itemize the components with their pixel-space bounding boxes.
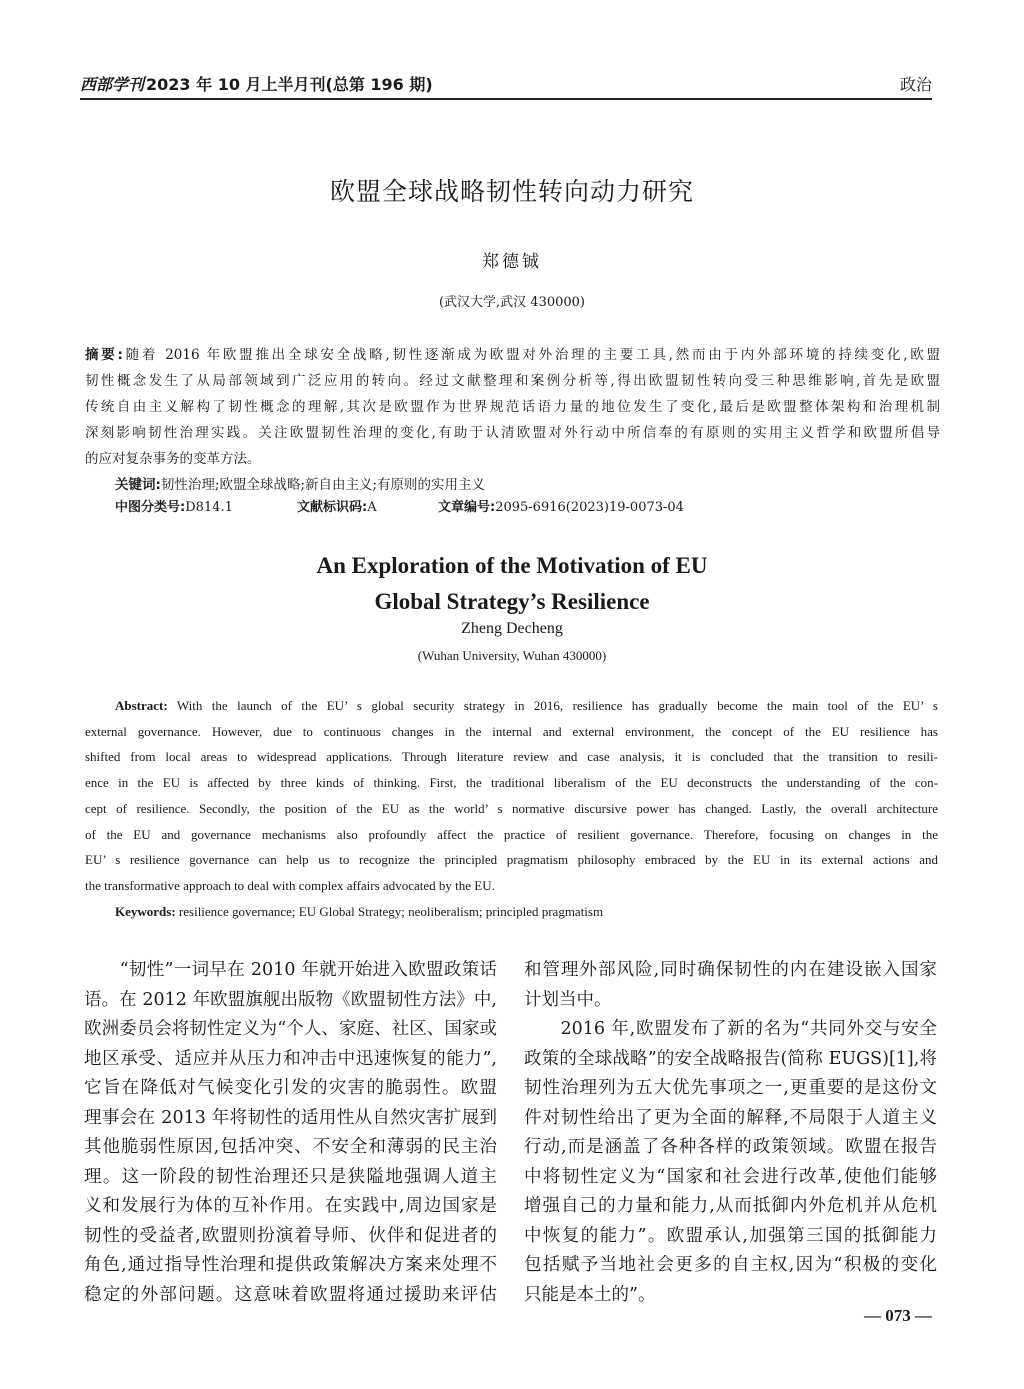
body-text-line: 义和发展行为体的互补作用。在实践中,周边国家是: [84, 1196, 497, 1216]
body-text-line: 包括赋予当地社会更多的自主权,因为“积极的变化: [524, 1255, 937, 1275]
keywords: [85, 472, 940, 498]
abstract-label: Abstract:: [115, 698, 168, 713]
abstract-line: 传统自由主义解构了韧性概念的理解,其次是欧盟作为世界规范话语力量的地位发生了变化,最后是欧盟整体架构和治理机制: [85, 399, 940, 415]
body-text-line: 政策的全球战略”的安全战略报告(简称 EUGS)[1],将: [524, 1048, 937, 1069]
keywords-text: resilience governance; EU Global Strategy; neoliberalism; principled pragmatism: [175, 903, 604, 919]
english-keywords: [85, 899, 938, 925]
abstract-line: the transformative approach to deal with complex affairs advocated by the EU.: [85, 877, 495, 893]
abstract-line: 韧性概念发生了从局部领域到广泛应用的转向。经过文献整理和案例分析等,得出欧盟韧性转向受三种思维影响,首先是欧盟: [85, 373, 940, 389]
body-text-line: 欧洲委员会将韧性定义为“个人、家庭、社区、国家或: [84, 1019, 497, 1039]
body-text-line: 中恢复的能力”。欧盟承认,加强第三国的抵御能力: [524, 1225, 937, 1246]
keywords-label: 关键词:: [115, 477, 161, 493]
clc-value: D814.1: [185, 500, 233, 515]
document-code: [297, 496, 377, 515]
journal-logo: 西部学刊: [80, 75, 145, 94]
english-affiliation: (Wuhan University, Wuhan 430000): [417, 648, 607, 663]
body-text-line: 地区承受、适应并从压力和冲击中迅速恢复的能力”,: [84, 1048, 497, 1069]
body-text-line: 它旨在降低对气候变化引发的灾害的脆弱性。欧盟: [84, 1078, 497, 1098]
body-text-line: 韧性的受益者,欧盟则扮演着导师、伙伴和促进者的: [84, 1225, 497, 1246]
body-text-line: 增强自己的力量和能力,从而抵御内外危机并从危机: [524, 1196, 937, 1216]
keywords-label: Keywords:: [115, 903, 176, 919]
body-text-line: 2016 年,欧盟发布了新的名为“共同外交与安全: [524, 1019, 937, 1039]
abstract-line: 深刻影响韧性治理实践。关注欧盟韧性治理的变化,有助于认清欧盟对外行动中所信奉的有原则的实用主义哲学和欧盟所倡导: [85, 425, 940, 441]
english-author: Zheng Decheng: [461, 620, 563, 637]
body-text-line: 理。这一阶段的韧性治理还只是狭隘地强调人道主: [84, 1166, 497, 1187]
issue-text: 2023 年 10 月上半月刊(总第 196 期): [146, 75, 433, 94]
body-text-line: 韧性治理列为五大优先事项之一,更重要的是这份文: [524, 1078, 937, 1098]
english-title-line: An Exploration of the Motivation of EU: [316, 553, 708, 578]
clc-label: 中图分类号:: [115, 500, 186, 515]
body-text-line: 计划当中。: [524, 989, 612, 1010]
english-title: [0, 548, 1024, 620]
section-label: 政治: [899, 75, 932, 94]
doc-code-label: 文献标识码:: [297, 500, 368, 515]
article-title: 欧盟全球战略韧性转向动力研究: [329, 177, 694, 206]
body-column-right: [524, 956, 937, 1310]
body-text-line: 稳定的外部问题。这意味着欧盟将通过援助来评估: [84, 1284, 497, 1305]
abstract-text: 随着 2016 年欧盟推出全球安全战略,韧性逐渐成为欧盟对外治理的主要工具,然而由于内外部环境的持续变化,欧盟: [122, 347, 940, 363]
body-text-line: 行动,而是涵盖了各种各样的政策领域。欧盟在报告: [524, 1137, 937, 1157]
keywords-text: 韧性治理;欧盟全球战略;新自由主义;有原则的实用主义: [160, 477, 486, 493]
abstract-text: With the launch of the EU’ s global security strategy in 2016, resilience has gradually become the main tool of the EU’ s: [167, 698, 938, 713]
chinese-abstract: [85, 342, 940, 498]
body-text-line: 和管理外部风险,同时确保韧性的内在建设嵌入国家: [524, 960, 937, 980]
abstract-line: shifted from local areas to widespread applications. Through literature review and case analysis, it is concluded that the transition to resili-: [85, 749, 938, 765]
english-abstract: [85, 693, 938, 924]
page-number: — 073 —: [864, 1306, 932, 1325]
body-text-line: 其他脆弱性原因,包括冲突、不安全和薄弱的民主治: [84, 1137, 497, 1157]
body-text-line: 中将韧性定义为“国家和社会进行改革,使他们能够: [524, 1166, 937, 1187]
abstract-line: EU’ s resilience governance can help us to recognize the principled pragmatism philosophy embraced by the EU in its external actions and: [85, 852, 938, 868]
abstract-line: [85, 693, 938, 719]
body-text-line: “韧性”一词早在 2010 年就开始进入欧盟政策话: [84, 960, 497, 980]
body-text-line: 只能是本土的”。: [524, 1284, 656, 1305]
doc-code-value: A: [367, 500, 377, 515]
english-title-line: Global Strategy’s Resilience: [374, 589, 650, 614]
article-no-label: 文章编号:: [438, 500, 496, 515]
journal-issue: [80, 72, 433, 95]
abstract-line: [85, 342, 940, 368]
abstract-line: ence in the EU is affected by three kinds of thinking. First, the traditional liberalism of the EU deconstructs the understanding of the con-: [85, 775, 938, 791]
author: 郑德铖: [482, 252, 542, 272]
abstract-line: 的应对复杂事务的变革方法。: [85, 451, 261, 467]
abstract-line: of the EU and governance mechanisms also profoundly affect the practice of resilient governance. Therefore, focusing on changes in the: [85, 826, 938, 842]
affiliation: (武汉大学,武汉 430000): [438, 295, 586, 310]
body-text-line: 角色,通过指导性治理和提供政策解决方案来处理不: [84, 1255, 497, 1275]
abstract-line: external governance. However, due to continuous changes in the internal and external environment, the concept of the EU resilience has: [85, 723, 938, 739]
body-text-line: 理事会在 2013 年将韧性的适用性从自然灾害扩展到: [84, 1107, 497, 1128]
body-text-line: 件对韧性给出了更为全面的解释,不局限于人道主义: [524, 1107, 937, 1128]
abstract-line: cept of resilience. Secondly, the position of the EU as the world’ s normative discursive power has changed. Lastly, the overall architecture: [85, 800, 938, 816]
article-number: [438, 496, 684, 515]
abstract-label: 摘要:: [85, 347, 123, 363]
running-header: [80, 70, 932, 100]
body-text-line: 语。在 2012 年欧盟旗舰出版物《欧盟韧性方法》中,: [84, 989, 497, 1010]
article-no-value: 2095-6916(2023)19-0073-04: [495, 500, 684, 515]
clc-number: [115, 496, 233, 515]
body-column-left: [84, 956, 497, 1310]
